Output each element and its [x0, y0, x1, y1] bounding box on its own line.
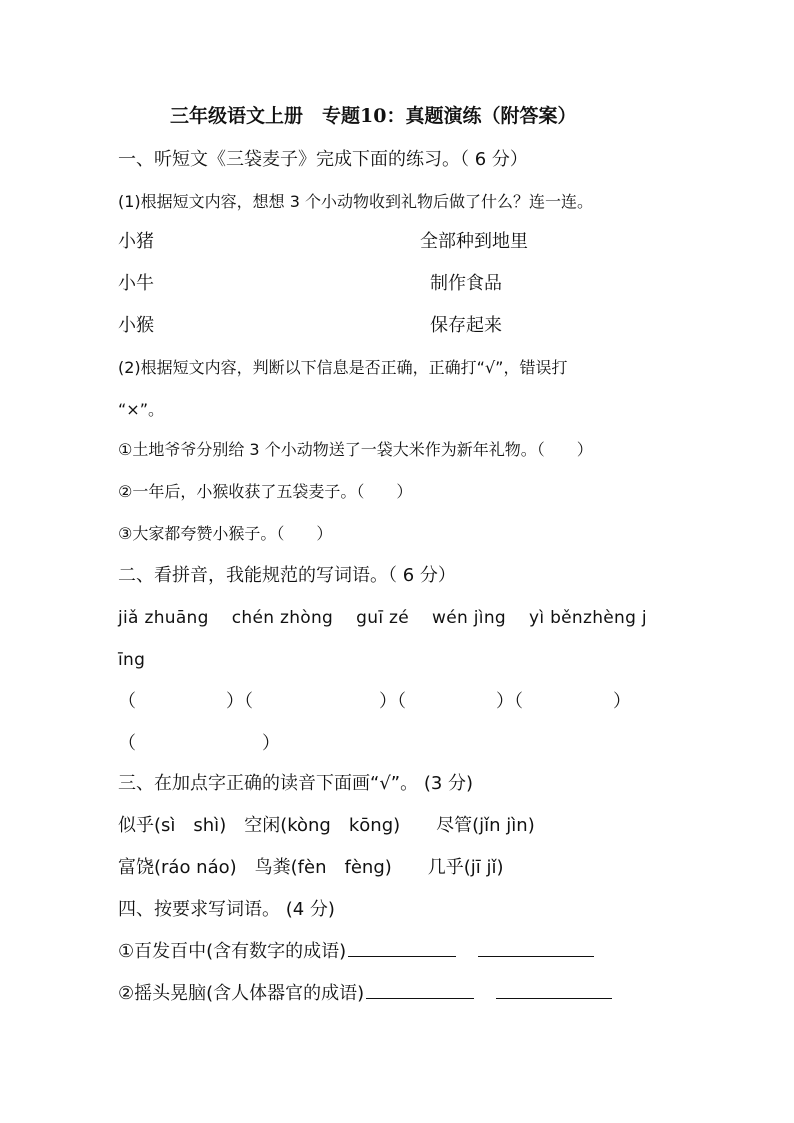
- statement-3: ③大家都夸赞小猴子。（ ）: [118, 524, 333, 543]
- answer-brackets-2: （ ）: [118, 733, 280, 754]
- answer-brackets-1: （ ）（ ）（ ）（ ）: [118, 691, 631, 712]
- answer-blank[interactable]: [348, 940, 456, 957]
- word-task-2: [118, 982, 612, 1006]
- pinyin-line-1: jiǎ zhuāng chén zhòng guī zé wén jìng yì běnzhèng j: [118, 608, 647, 628]
- section-4-heading: 四、按要求写词语。 (4 分): [118, 899, 335, 920]
- match-left-3: 小猴: [118, 315, 154, 336]
- pinyin-line-2: īng: [118, 650, 146, 670]
- statement-2: ②一年后，小猴收获了五袋麦子。（ ）: [118, 482, 413, 501]
- page-title: 三年级语文上册 专题10：真题演练（附答案）: [170, 105, 577, 127]
- pronunciation-row-1: 似乎(sì shì) 空闲(kòng kōng) 尽管(jǐn jìn): [118, 815, 535, 836]
- match-left-2: 小牛: [118, 273, 154, 294]
- match-right-2: 制作食品: [430, 273, 502, 294]
- word-task-2-text: ②摇头晃脑(含人体器官的成语): [118, 983, 365, 1004]
- answer-blank[interactable]: [366, 982, 474, 999]
- question-1-2-cont: “×”。: [118, 400, 164, 419]
- question-1-1: (1)根据短文内容，想想 3 个小动物收到礼物后做了什么？连一连。: [118, 192, 594, 211]
- answer-blank[interactable]: [496, 982, 612, 999]
- section-2-heading: 二、看拼音，我能规范的写词语。（ 6 分）: [118, 565, 456, 586]
- match-right-3: 保存起来: [430, 315, 502, 336]
- statement-1: ①土地爷爷分别给 3 个小动物送了一袋大米作为新年礼物。（ ）: [118, 440, 593, 459]
- word-task-1: [118, 940, 594, 964]
- question-1-2: (2)根据短文内容，判断以下信息是否正确，正确打“√”，错误打: [118, 358, 568, 377]
- answer-blank[interactable]: [478, 940, 594, 957]
- match-left-1: 小猪: [118, 231, 154, 252]
- pronunciation-row-2: 富饶(ráo náo) 鸟粪(fèn fèng) 几乎(jī jǐ): [118, 857, 504, 878]
- section-3-heading: 三、在加点字正确的读音下面画“√”。 (3 分): [118, 773, 474, 794]
- word-task-1-text: ①百发百中(含有数字的成语): [118, 941, 347, 962]
- match-right-1: 全部种到地里: [420, 231, 528, 252]
- section-1-heading: 一、听短文《三袋麦子》完成下面的练习。（ 6 分）: [118, 149, 528, 170]
